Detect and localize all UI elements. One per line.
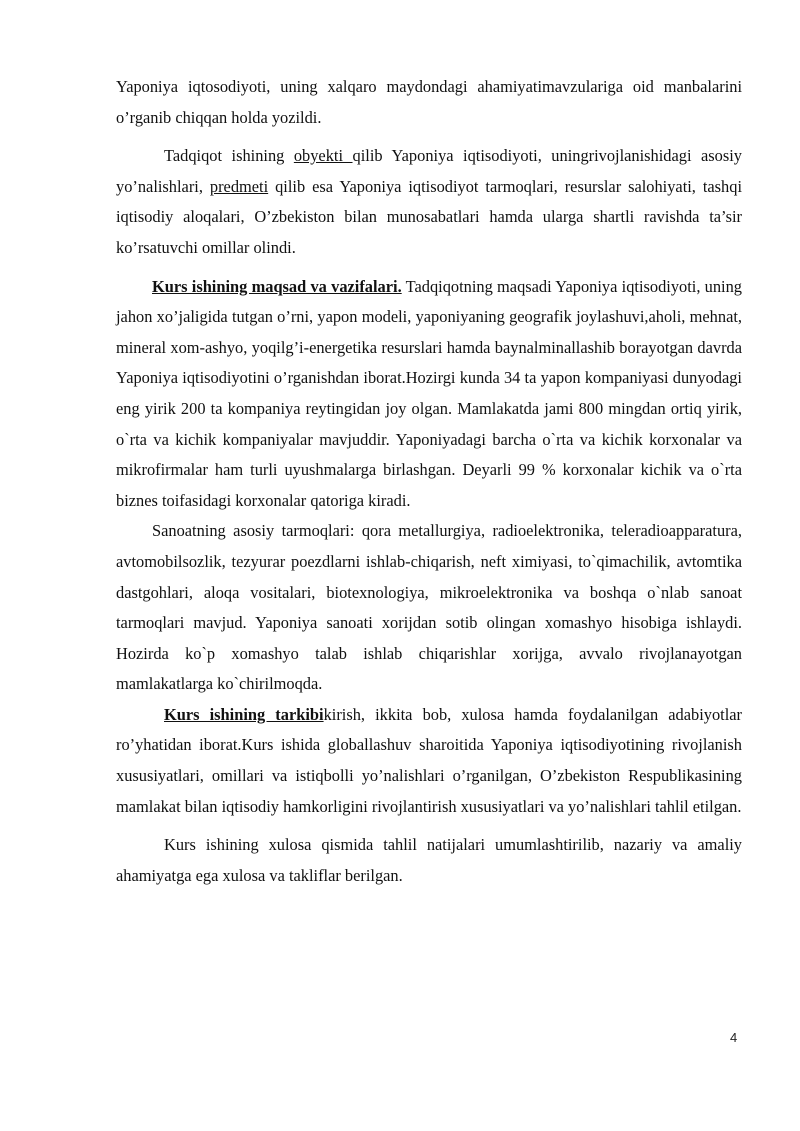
paragraph-structure: Kurs ishining tarkibikirish, ikkita bob, xulosa hamda foydalanilgan adabiyotlar ro’yhatidan iborat.Kurs ishida globallashuv sharoitida Yaponiya iqtisodiyotining rivojlanish xususiyatlari, omillari va istiqbolli yo’nalishlari o’rganilgan, O’zbekiston Respublikasining mamlakat bilan iqtisodiy hamkorligini rivojlantirish xususiyatlari va yo’nalishlari tahlil etilgan. [116, 704, 742, 816]
paragraph-object-subject: Tadqiqot ishining obyekti qilib Yaponiya iqtisodiyoti, uningrivojlanishidagi asosiy yo’nalishlari, predmeti qilib esa Yaponiya iqtisodiyot tarmoqlari, resurslar salohiyati, tashqi iqtisodiy aloqalari, O’zbekiston bilan munosabatlari hamda ularga shartli ravishda ta’sir ko’rsatuvchi omillar olindi. [116, 146, 742, 257]
paragraph-conclusion: Kurs ishining xulosa qismida tahlil natijalari umumlashtirilib, nazariy va amaliy ahamiyatga ega xulosa va takliflar berilgan. [116, 835, 742, 885]
term-subject: predmeti [209, 176, 269, 196]
paragraph-industry: Sanoatning asosiy tarmoqlari: qora metallurgiya, radioelektronika, teleradioapparatura, avtomobilsozlik, tezyurar poezdlarni ishlab-chiqarish, neft ximiyasi, to`qimachilik, avtomtika dastgohlari, aloqa vositalari, biotexnologiya, mikroelektronika va boshqa o`nlab sanoat tarmoqlari mavjud. Yaponiya sanoati xorijdan sotib olingan xomashyo hisobiga ishlaydi. Hozirda ko`p xomashyo talab ishlab chiqarishlar xorijga, avvalo rivojlanayotgan mamlakatlarga ko`chirilmoqda. [116, 521, 742, 694]
heading-structure: Kurs ishining tarkibi [164, 704, 324, 724]
heading-goals: Kurs ishining maqsad va vazifalari. [152, 276, 402, 296]
paragraph-intro: Yaponiya iqtosodiyoti, uning xalqaro maydondagi ahamiyatimavzulariga oid manbalarini o’rganib chiqqan holda yozildi. [116, 77, 742, 127]
paragraph-goals: Kurs ishining maqsad va vazifalari. Tadqiqotning maqsadi Yaponiya iqtisodiyoti, uning jahon xo’jaligida tutgan o’rni, yapon modeli, yaponiyaning geografik joylashuvi,aholi, mehnat, mineral xom-ashyo, yoqilg’i-energetika resurslari hamda baynalminallashib borayotgan davrda Yaponiya iqtisodiyotini o’rganishdan iborat.Hozirgi kunda 34 ta yapon kompaniyasi dunyodagi eng yirik 200 ta kompaniya reytingidan joy olgan. Mamlakatda jami 800 mingdan ortiq yirik, o`rta va kichik kompaniyalar mavjuddir. Yaponiyadagi barcha o`rta va kichik korxonalar va mikrofirmalar ham turli uyushmalarga birlashgan. Deyarli 99 % korxonalar kichik va o`rta biznes toifasidagi korxonalar qatoriga kiradi. [116, 276, 742, 510]
body-text [116, 72, 742, 891]
page-number: 4 [730, 1030, 738, 1045]
term-object: obyekti [293, 146, 353, 166]
